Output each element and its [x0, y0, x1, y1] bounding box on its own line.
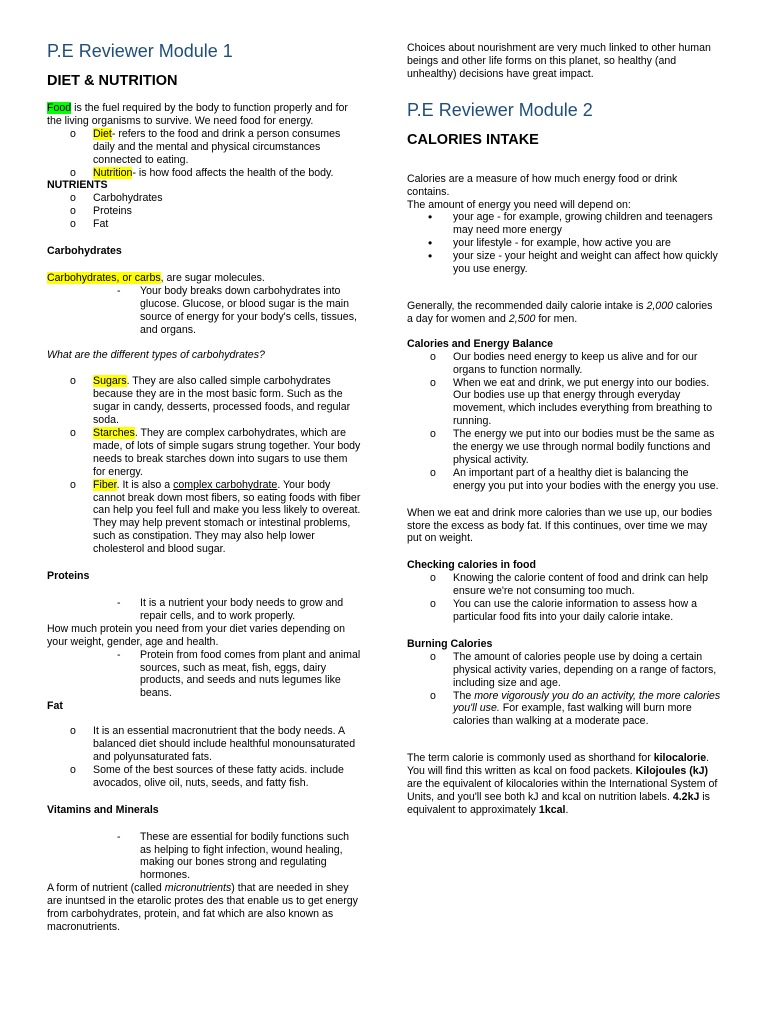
fat-list [47, 725, 361, 790]
list-item: - Protein from food comes from plant and animal sources, such as meat, fish, eggs, dairy products, and seeds and nuts legumes like beans. [47, 649, 361, 701]
list-item: • your age - for example, growing children and teenagers may need more energy [407, 211, 721, 237]
vitamins-heading: Vitamins and Minerals [47, 803, 159, 816]
list-item: o Sugars. They are also called simple carbohydrates because they are in the most basic form. Such as the sugar in candy, desserts, processed foods, and regular soda. [47, 375, 361, 427]
list-item: • your lifestyle - for example, how active you are [407, 237, 721, 250]
carbohydrates-heading: Carbohydrates [47, 245, 122, 258]
carbs-dash-list [47, 285, 361, 337]
right-column [407, 40, 721, 817]
balance-list [407, 351, 721, 493]
module1-title: P.E Reviewer Module 1 [47, 41, 233, 61]
proteins-dash-list-2 [47, 649, 361, 701]
list-item: o Starches. They are complex carbohydrates, which are made, of lots of simple sugars strung together. Your body needs to break starches down into sugars to use them for energy. [47, 427, 361, 479]
list-item: o Fat [47, 218, 361, 231]
list-item: o The energy we put into our bodies must be the same as the energy we use through normal bodily functions and physical activity. [407, 428, 721, 467]
list-item: o Proteins [47, 205, 361, 218]
list-item: o When we eat and drink, we put energy into our bodies. Our bodies use up that energy through everyday movement, which includes everything from breathing to running. [407, 377, 721, 429]
list-item: o An important part of a healthy diet is balancing the energy you put into your bodies with the energy you use. [407, 467, 721, 493]
list-item: - It is a nutrient your body needs to grow and repair cells, and to work properly. [47, 597, 361, 623]
list-item: - Your body breaks down carbohydrates into glucose. Glucose, or blood sugar is the main source of energy for your body's cells, tissues, and organs. [47, 285, 361, 337]
list-item: o The amount of calories people use by doing a certain physical activity varies, depending on a range of factors, including size and age. [407, 651, 721, 690]
vitamins-dash-list [47, 831, 361, 883]
nutrients-list [47, 192, 361, 231]
list-item: • your size - your height and weight can affect how quickly you use energy. [407, 250, 721, 276]
vitamins-text: A form of nutrient (called micronutrients) that are needed in shey are inuntsed in the etarolic protes des that enable us to get energy from carbohydrates, protein, and fat which are also known as macronutrients. [47, 882, 358, 933]
recommended-intake: Generally, the recommended daily calorie intake is 2,000 calories a day for women and 2,500 for men. [407, 299, 713, 325]
burning-calories-heading: Burning Calories [407, 637, 493, 650]
list-item: o You can use the calorie information to assess how a particular food fits into your daily calorie intake. [407, 598, 721, 624]
depend-list [407, 211, 721, 276]
list-item: o Some of the best sources of these fatty acids. include avocados, olive oil, nuts, seeds, and fatty fish. [47, 764, 361, 790]
list-item: - These are essential for bodily functions such as helping to fight infection, wound healing, making our bones strong and regulating hormones. [47, 831, 361, 883]
list-item: o Diet- refers to the food and drink a person consumes daily and the mental and physical circumstances connected to eating. [47, 128, 361, 167]
choices-text: Choices about nourishment are very much linked to other human beings and other life forms on this planet, so healthy (and unhealthy) decisions have great impact. [407, 42, 711, 80]
nutrients-label: NUTRIENTS [47, 179, 108, 192]
list-item: o Fiber. It is also a complex carbohydrate. Your body cannot break down most fibers, so eating foods with fiber can help you feel full and make you less likely to overeat. They may help prevent stomach or intestinal problems, such as constipation. They may also help lower cholesterol and blood sugar. [47, 479, 361, 556]
module2-title: P.E Reviewer Module 2 [407, 99, 593, 120]
energy-depend-text: The amount of energy you need will depend on: [407, 198, 631, 211]
calories-intake-heading: CALORIES INTAKE [407, 131, 539, 148]
proteins-dash-list [47, 597, 361, 623]
kcal-text: The term calorie is commonly used as shorthand for kilocalorie. You will find this written as kcal on food packets. Kilojoules (kJ) are the equivalent of kilocalories within the International System of Units, and you'll see both kJ and kcal on nutrition labels. 4.2kJ is equivalent to approximately 1kcal. [407, 752, 718, 816]
energy-balance-heading: Calories and Energy Balance [407, 337, 554, 350]
checking-calories-heading: Checking calories in food [407, 559, 536, 572]
food-intro: Food is the fuel required by the body to function properly and for the living organisms to survive. We need food for energy. [47, 102, 348, 127]
burning-list [407, 651, 721, 728]
carb-types-list [47, 375, 361, 556]
list-item: o It is an essential macronutrient that the body needs. A balanced diet should include healthful monounsaturated and polyunsaturated fats. [47, 725, 361, 764]
food-highlight: Food [47, 102, 72, 114]
checking-list [407, 572, 721, 624]
diet-nutrition-heading: DIET & NUTRITION [47, 73, 178, 89]
proteins-heading: Proteins [47, 570, 90, 583]
calories-definition: Calories are a measure of how much energy food or drink contains. [407, 172, 678, 198]
excess-text: When we eat and drink more calories than we use up, our bodies store the excess as body fat. If this continues, over time we may put on weight. [407, 506, 713, 545]
list-item: o Knowing the calorie content of food and drink can help ensure we're not consuming too much. [407, 572, 721, 598]
carbs-question: What are the different types of carbohydrates? [47, 348, 265, 361]
list-item: o Our bodies need energy to keep us alive and for our organs to function normally. [407, 351, 721, 377]
carbs-definition: Carbohydrates, or carbs, are sugar molecules. [47, 271, 265, 284]
left-column [47, 40, 361, 934]
intro-list [47, 128, 361, 180]
list-item: o The more vigorously you do an activity, the more calories you'll use. For example, fast walking will burn more calories than walking at a moderate pace. [407, 690, 721, 729]
proteins-text: How much protein you need from your diet varies depending on your weight, gender, age and health. [47, 622, 345, 648]
list-item: o Nutrition- is how food affects the health of the body. [47, 167, 361, 180]
fat-heading: Fat [47, 700, 63, 713]
list-item: o Carbohydrates [47, 192, 361, 205]
